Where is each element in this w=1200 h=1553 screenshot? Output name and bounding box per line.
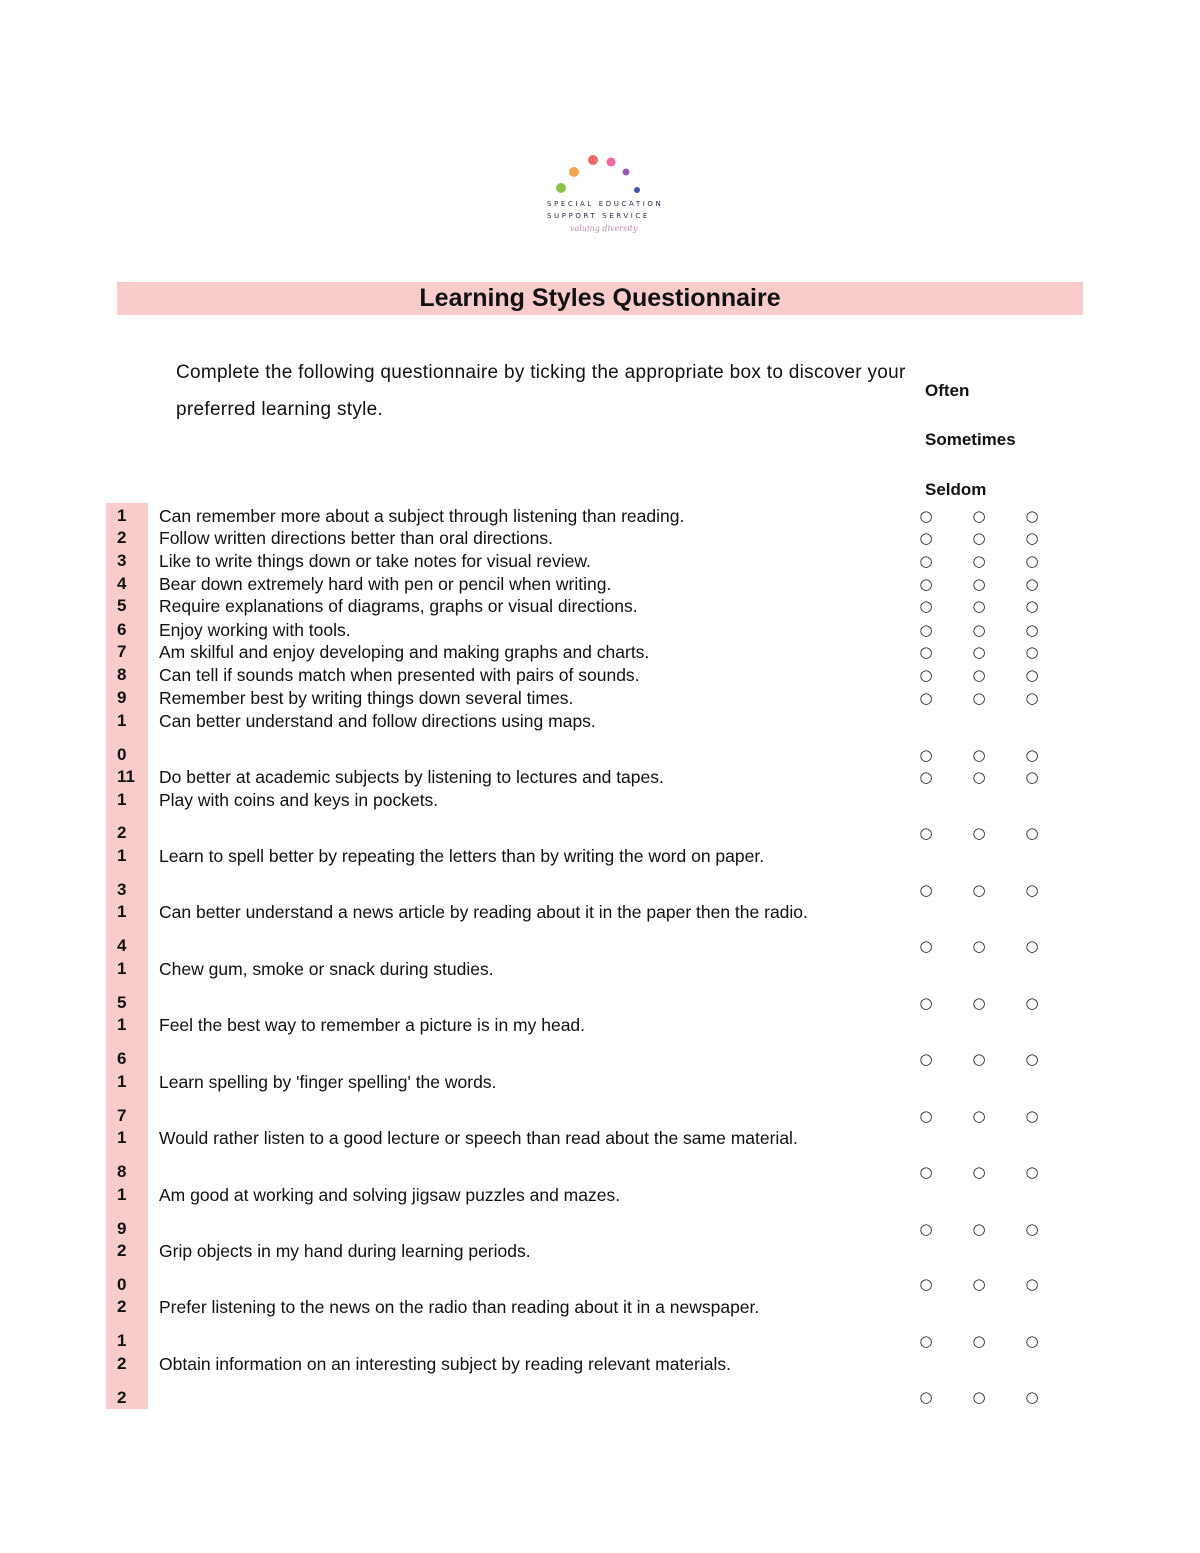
radio-often-22[interactable]: ○ — [919, 1388, 933, 1406]
radio-often-15[interactable]: ○ — [919, 994, 933, 1012]
radio-seldom-1[interactable]: ○ — [1025, 507, 1039, 525]
statement-9: Remember best by writing things down several times. — [159, 688, 574, 708]
radio-seldom-12[interactable]: ○ — [1025, 824, 1039, 842]
statement-16: Feel the best way to remember a picture is in my head. — [159, 1015, 586, 1035]
statement-5: Require explanations of diagrams, graphs or visual directions. — [159, 596, 638, 616]
item-number-fragment: 1 — [117, 1185, 127, 1204]
item-number-fragment: 3 — [117, 551, 127, 570]
radio-often-11[interactable]: ○ — [919, 768, 933, 786]
statement-3: Like to write things down or take notes for visual review. — [159, 551, 591, 571]
radio-sometimes-18[interactable]: ○ — [972, 1163, 986, 1181]
radio-often-13[interactable]: ○ — [919, 881, 933, 899]
radio-sometimes-5[interactable]: ○ — [972, 597, 986, 615]
radio-seldom-18[interactable]: ○ — [1025, 1163, 1039, 1181]
item-number-fragment: 7 — [117, 1106, 127, 1125]
item-number-fragment: 5 — [117, 993, 127, 1012]
item-number-fragment: 5 — [117, 596, 127, 615]
item-number-fragment: 1 — [117, 1128, 127, 1147]
statement-4: Bear down extremely hard with pen or pencil when writing. — [159, 574, 612, 594]
item-number-fragment: 1 — [117, 959, 127, 978]
radio-seldom-16[interactable]: ○ — [1025, 1050, 1039, 1068]
radio-often-6[interactable]: ○ — [919, 621, 933, 639]
radio-sometimes-14[interactable]: ○ — [972, 937, 986, 955]
radio-seldom-9[interactable]: ○ — [1025, 689, 1039, 707]
statement-20: Grip objects in my hand during learning periods. — [159, 1241, 531, 1261]
column-header-sometimes: Sometimes — [925, 430, 1016, 449]
radio-sometimes-2[interactable]: ○ — [972, 529, 986, 547]
organisation-logo — [540, 150, 664, 242]
statement-11: Do better at academic subjects by listening to lectures and tapes. — [159, 767, 664, 787]
item-number-fragment: 0 — [117, 745, 127, 764]
radio-often-12[interactable]: ○ — [919, 824, 933, 842]
radio-often-5[interactable]: ○ — [919, 597, 933, 615]
item-number-fragment: 2 — [117, 1388, 127, 1407]
statement-10: Can better understand and follow directions using maps. — [159, 711, 596, 731]
radio-sometimes-20[interactable]: ○ — [972, 1275, 986, 1293]
radio-sometimes-16[interactable]: ○ — [972, 1050, 986, 1068]
instructions — [176, 354, 996, 428]
item-number-fragment: 1 — [117, 790, 127, 809]
statement-18: Would rather listen to a good lecture or speech than read about the same material. — [159, 1128, 798, 1148]
radio-sometimes-17[interactable]: ○ — [972, 1107, 986, 1125]
radio-sometimes-10[interactable]: ○ — [972, 746, 986, 764]
radio-sometimes-13[interactable]: ○ — [972, 881, 986, 899]
statement-14: Can better understand a news article by reading about it in the paper then the radio. — [159, 902, 808, 922]
radio-often-1[interactable]: ○ — [919, 507, 933, 525]
radio-seldom-3[interactable]: ○ — [1025, 552, 1039, 570]
radio-seldom-21[interactable]: ○ — [1025, 1332, 1039, 1350]
radio-often-20[interactable]: ○ — [919, 1275, 933, 1293]
radio-often-8[interactable]: ○ — [919, 666, 933, 684]
item-number-fragment: 2 — [117, 1241, 127, 1260]
radio-often-18[interactable]: ○ — [919, 1163, 933, 1181]
item-number-fragment: 6 — [117, 620, 127, 639]
item-number-fragment: 11 — [117, 767, 135, 786]
column-header-seldom: Seldom — [925, 480, 987, 499]
logo-dots-icon — [540, 150, 660, 200]
statement-8: Can tell if sounds match when presented with pairs of sounds. — [159, 665, 640, 685]
radio-seldom-6[interactable]: ○ — [1025, 621, 1039, 639]
radio-seldom-4[interactable]: ○ — [1025, 575, 1039, 593]
item-number-fragment: 4 — [117, 936, 127, 955]
item-number-fragment: 1 — [117, 711, 127, 730]
item-number-fragment: 2 — [117, 823, 127, 842]
statement-7: Am skilful and enjoy developing and making graphs and charts. — [159, 642, 650, 662]
item-number-fragment: 2 — [117, 1297, 127, 1316]
radio-seldom-14[interactable]: ○ — [1025, 937, 1039, 955]
item-number-fragment: 1 — [117, 1015, 127, 1034]
statement-1: Can remember more about a subject through listening than reading. — [159, 506, 685, 526]
statement-17: Learn spelling by 'finger spelling' the words. — [159, 1072, 497, 1092]
statement-6: Enjoy working with tools. — [159, 620, 351, 640]
item-number-fragment: 4 — [117, 574, 127, 593]
radio-seldom-10[interactable]: ○ — [1025, 746, 1039, 764]
radio-sometimes-7[interactable]: ○ — [972, 643, 986, 661]
logo-text-line2: SUPPORT SERVICE — [547, 212, 650, 220]
item-number-fragment: 0 — [117, 1275, 127, 1294]
item-number-fragment: 2 — [117, 528, 127, 547]
radio-often-14[interactable]: ○ — [919, 937, 933, 955]
statement-2: Follow written directions better than oral directions. — [159, 528, 553, 548]
radio-seldom-7[interactable]: ○ — [1025, 643, 1039, 661]
radio-seldom-20[interactable]: ○ — [1025, 1275, 1039, 1293]
radio-seldom-22[interactable]: ○ — [1025, 1388, 1039, 1406]
radio-often-7[interactable]: ○ — [919, 643, 933, 661]
item-number-fragment: 1 — [117, 1072, 127, 1091]
radio-seldom-5[interactable]: ○ — [1025, 597, 1039, 615]
radio-sometimes-15[interactable]: ○ — [972, 994, 986, 1012]
radio-often-3[interactable]: ○ — [919, 552, 933, 570]
radio-sometimes-11[interactable]: ○ — [972, 768, 986, 786]
statement-22: Obtain information on an interesting subject by reading relevant materials. — [159, 1354, 731, 1374]
radio-often-10[interactable]: ○ — [919, 746, 933, 764]
radio-sometimes-1[interactable]: ○ — [972, 507, 986, 525]
radio-seldom-19[interactable]: ○ — [1025, 1220, 1039, 1238]
number-column-band — [106, 503, 148, 1409]
item-number-fragment: 1 — [117, 506, 127, 525]
column-header-often: Often — [925, 381, 970, 400]
radio-seldom-2[interactable]: ○ — [1025, 529, 1039, 547]
radio-seldom-11[interactable]: ○ — [1025, 768, 1039, 786]
radio-often-19[interactable]: ○ — [919, 1220, 933, 1238]
item-number-fragment: 8 — [117, 1162, 127, 1181]
statement-13: Learn to spell better by repeating the letters than by writing the word on paper. — [159, 846, 765, 866]
radio-sometimes-4[interactable]: ○ — [972, 575, 986, 593]
radio-sometimes-22[interactable]: ○ — [972, 1388, 986, 1406]
logo-text-line1: SPECIAL EDUCATION — [547, 200, 664, 208]
radio-often-2[interactable]: ○ — [919, 529, 933, 547]
radio-sometimes-21[interactable]: ○ — [972, 1332, 986, 1350]
item-number-fragment: 9 — [117, 1219, 127, 1238]
radio-often-17[interactable]: ○ — [919, 1107, 933, 1125]
item-number-fragment: 1 — [117, 1331, 127, 1350]
page-title: Learning Styles Questionnaire — [419, 284, 781, 312]
item-number-fragment: 1 — [117, 902, 127, 921]
radio-often-16[interactable]: ○ — [919, 1050, 933, 1068]
radio-sometimes-3[interactable]: ○ — [972, 552, 986, 570]
item-number-fragment: 6 — [117, 1049, 127, 1068]
instructions-line1: Complete the following questionnaire by ticking the appropriate box to discover your — [176, 362, 906, 383]
item-number-fragment: 9 — [117, 688, 127, 707]
radio-sometimes-12[interactable]: ○ — [972, 824, 986, 842]
item-number-fragment: 8 — [117, 665, 127, 684]
radio-seldom-13[interactable]: ○ — [1025, 881, 1039, 899]
item-number-fragment: 1 — [117, 846, 127, 865]
statement-12: Play with coins and keys in pockets. — [159, 790, 439, 810]
radio-sometimes-19[interactable]: ○ — [972, 1220, 986, 1238]
item-number-fragment: 3 — [117, 880, 127, 899]
statement-19: Am good at working and solving jigsaw puzzles and mazes. — [159, 1185, 621, 1205]
item-number-fragment: 2 — [117, 1354, 127, 1373]
radio-seldom-8[interactable]: ○ — [1025, 666, 1039, 684]
radio-often-9[interactable]: ○ — [919, 689, 933, 707]
radio-sometimes-6[interactable]: ○ — [972, 621, 986, 639]
logo-tagline: valuing diversity — [570, 224, 638, 233]
radio-often-4[interactable]: ○ — [919, 575, 933, 593]
statement-21: Prefer listening to the news on the radio than reading about it in a newspaper. — [159, 1297, 760, 1317]
item-number-fragment: 7 — [117, 642, 127, 661]
radio-sometimes-8[interactable]: ○ — [972, 666, 986, 684]
radio-often-21[interactable]: ○ — [919, 1332, 933, 1350]
radio-sometimes-9[interactable]: ○ — [972, 689, 986, 707]
instructions-line2: preferred learning style. — [176, 399, 384, 420]
radio-seldom-17[interactable]: ○ — [1025, 1107, 1039, 1125]
radio-seldom-15[interactable]: ○ — [1025, 994, 1039, 1012]
title-banner — [117, 282, 1083, 315]
statement-15: Chew gum, smoke or snack during studies. — [159, 959, 494, 979]
